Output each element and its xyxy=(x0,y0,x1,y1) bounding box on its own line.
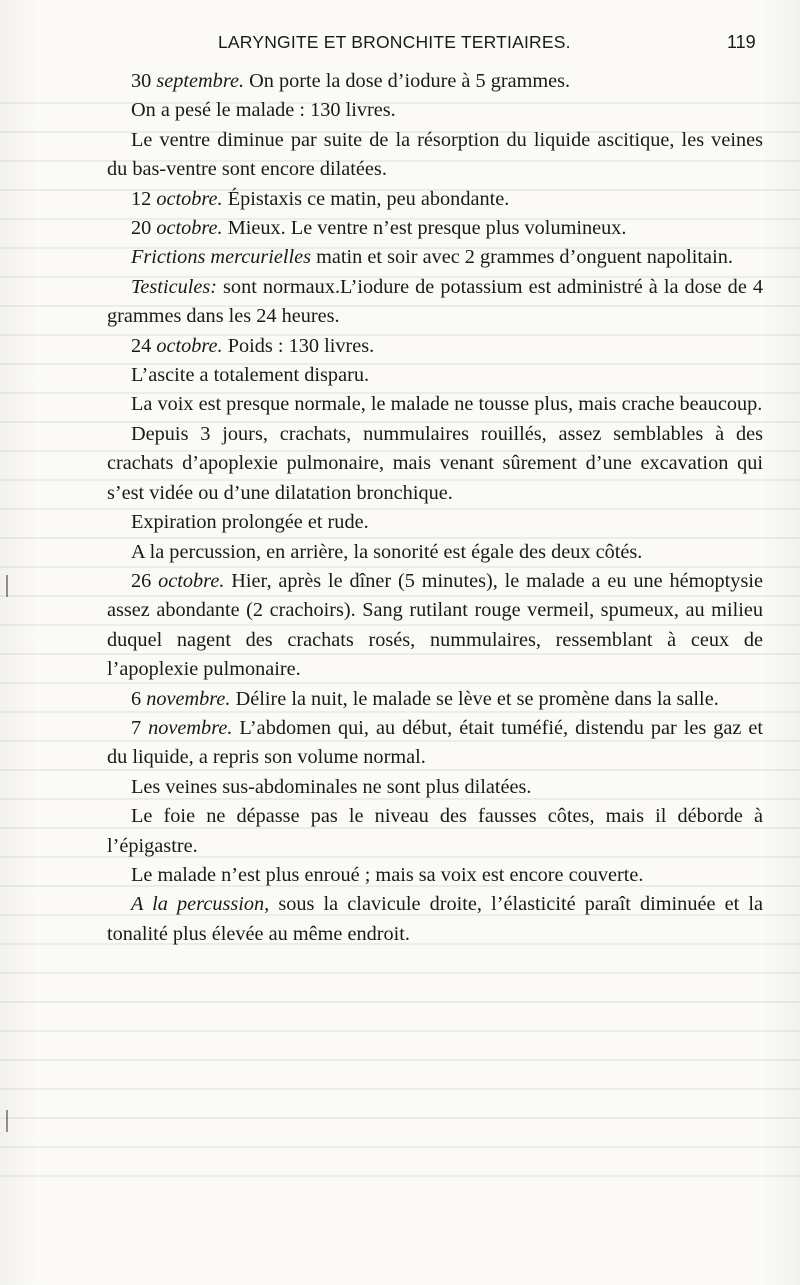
show-through-line xyxy=(0,1088,800,1090)
text-run: 30 xyxy=(131,70,157,92)
show-through-line xyxy=(0,1059,800,1061)
italic-run: novembre. xyxy=(148,716,233,739)
paragraph xyxy=(107,126,763,185)
paragraph xyxy=(107,861,763,890)
page-number: 119 xyxy=(727,32,756,52)
paragraph xyxy=(107,96,763,125)
text-run: On porte la dose d’iodure à 5 grammes. xyxy=(244,70,571,92)
paragraph xyxy=(107,390,763,419)
text-run: 26 xyxy=(131,569,159,592)
text-run: Hier, après le dîner (5 minutes), le malade a eu une hémoptysie assez abondante (2 crachoirs). Sang rutilant rouge vermeil, spumeux, au milieu duquel nagent des crachats rosés, nummulaires, ressemblant à ceux de l’apoplexie pulmonaire. xyxy=(107,569,763,681)
page-header xyxy=(0,32,800,62)
text-run: La voix est presque normale, le malade ne tousse plus, mais crache beaucoup. xyxy=(131,393,763,416)
paragraph xyxy=(107,273,763,332)
text-run: sont normaux.L’iodure de potassium est administré à la dose de 4 grammes dans les 24 heures. xyxy=(107,275,763,328)
italic-run: septembre. xyxy=(156,70,245,92)
paragraph xyxy=(107,420,763,508)
text-run: Épistaxis ce matin, peu abondante. xyxy=(222,187,510,210)
paragraph xyxy=(107,67,763,96)
text-run: Le malade n’est plus enroué ; mais sa voix est encore couverte. xyxy=(131,863,644,886)
body-text xyxy=(107,67,763,949)
italic-run: octobre. xyxy=(158,569,225,592)
paragraph xyxy=(107,361,763,390)
text-run: On a pesé le malade : 130 livres. xyxy=(131,99,396,122)
text-run: 6 xyxy=(131,687,147,710)
text-run: Expiration prolongée et rude. xyxy=(131,511,369,534)
margin-mark xyxy=(6,575,14,597)
text-run: Délire la nuit, le malade se lève et se promène dans la salle. xyxy=(230,687,719,710)
text-run: L’ascite a totalement disparu. xyxy=(131,364,370,387)
show-through-line xyxy=(0,972,800,974)
text-run: Les veines sus-abdominales ne sont plus dilatées. xyxy=(131,775,532,798)
paragraph xyxy=(107,508,763,537)
paragraph xyxy=(107,567,763,685)
show-through-line xyxy=(0,1001,800,1003)
text-run: 7 xyxy=(131,716,149,739)
text-run: Le foie ne dépasse pas le niveau des fausses côtes, mais il déborde à l’épigastre. xyxy=(107,805,763,857)
italic-run: octobre. xyxy=(156,217,223,240)
text-run: A la percussion, en arrière, la sonorité est égale des deux côtés. xyxy=(131,540,643,563)
show-through-line xyxy=(0,1030,800,1032)
italic-run: Frictions mercurielles xyxy=(131,246,312,269)
italic-run: octobre. xyxy=(156,334,223,357)
text-run: , sous la clavicule droite, l’élasticité paraît diminuée et la tonalité plus élevée au même endroit. xyxy=(107,893,763,945)
text-run: 12 xyxy=(131,187,157,210)
text-run: Mieux. Le ventre n’est presque plus volumineux. xyxy=(222,217,627,240)
text-run: L’abdomen qui, au début, était tuméfié, distendu par les gaz et du liquide, a repris son volume normal. xyxy=(107,716,763,769)
paragraph xyxy=(107,685,763,714)
paragraph xyxy=(107,890,763,949)
italic-run: A la percussion xyxy=(131,893,265,916)
text-run: 20 xyxy=(131,217,157,240)
paragraph xyxy=(107,714,763,773)
italic-run: octobre. xyxy=(156,187,223,210)
italic-run: Testicules: xyxy=(131,275,218,298)
paragraph xyxy=(107,243,763,272)
show-through-line xyxy=(0,1146,800,1148)
text-run: 24 xyxy=(131,334,157,357)
text-run: Poids : 130 livres. xyxy=(222,334,375,357)
text-run: Depuis 3 jours, crachats, nummulaires rouillés, assez semblables à des crachats d’apoplexie pulmonaire, mais venant sûrement d’une excavation qui s’est vidée ou d’une dilatation bronchique. xyxy=(107,422,763,504)
show-through-line xyxy=(0,1175,800,1177)
paragraph xyxy=(107,332,763,361)
margin-mark xyxy=(6,1110,14,1132)
paragraph xyxy=(107,185,763,214)
text-run: matin et soir avec 2 grammes d’onguent napolitain. xyxy=(311,246,733,269)
running-title: LARYNGITE ET BRONCHITE TERTIAIRES. xyxy=(218,32,571,52)
paragraph xyxy=(107,773,763,802)
paragraph xyxy=(107,802,763,861)
paragraph xyxy=(107,214,763,243)
italic-run: novembre. xyxy=(146,687,231,710)
text-run: Le ventre diminue par suite de la résorption du liquide ascitique, les veines du bas-ventre sont encore dilatées. xyxy=(107,128,763,181)
show-through-line xyxy=(0,1117,800,1119)
paragraph xyxy=(107,538,763,567)
